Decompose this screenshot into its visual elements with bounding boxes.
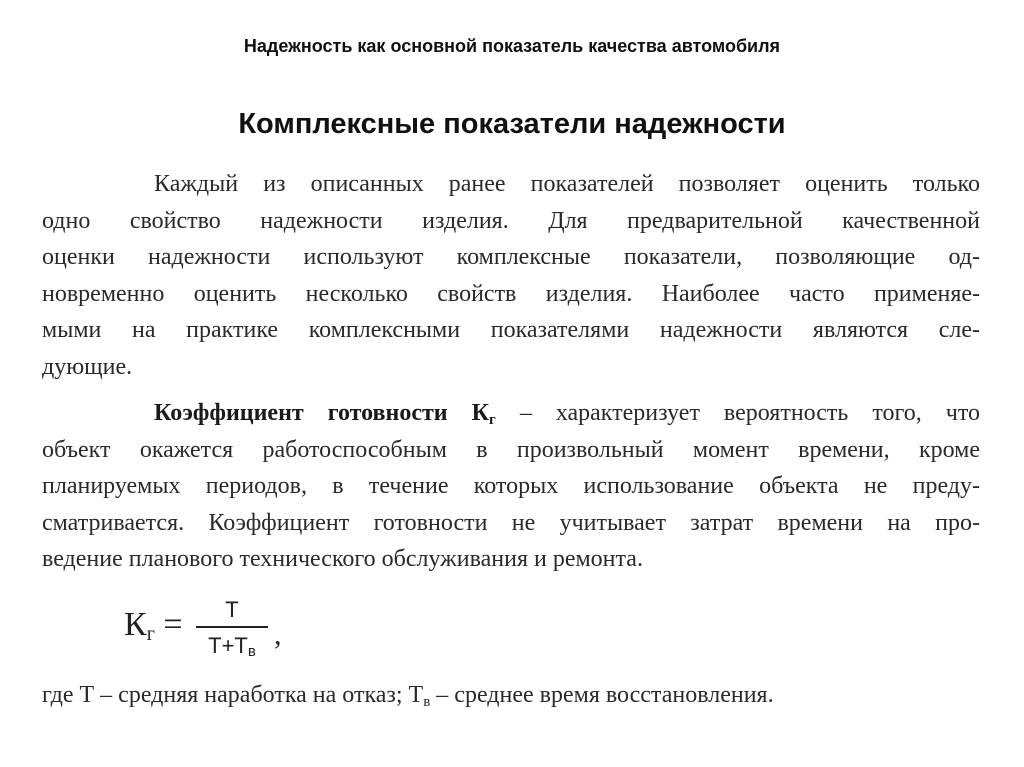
paragraph-line: ведение планового технического обслуживания и ремонта. [42, 546, 643, 572]
term-availability-coefficient: Коэффициент готовности $К_г$ [154, 400, 496, 428]
formula-lhs: $К_г$ = [124, 606, 183, 645]
paragraph-availability [42, 395, 980, 578]
formula-denominator: $Т+Т_в$ [208, 633, 256, 660]
paragraph-line [42, 395, 980, 432]
slide-title: Надежность как основной показатель качества автомобиля [243, 36, 781, 56]
formula-legend: где Т – средняя наработка на отказ; $Т_в$ – среднее время восстановления. [42, 682, 774, 710]
paragraph-line: новременно оценить несколько свойств изделия. Наиболее часто применяе- [42, 280, 980, 307]
section-title: Комплексные показатели надежности [238, 108, 786, 140]
term-definition: – характеризует вероятность того, что [495, 400, 980, 426]
paragraph-intro [42, 166, 980, 385]
formula-numerator: Т [225, 597, 239, 622]
paragraph-line: объект окажется работоспособным в произвольный момент времени, кроме [42, 436, 980, 463]
paragraph-line: оценки надежности используют комплексные показатели, позволяющие од- [42, 244, 980, 270]
paragraph-line: сматривается. Коэффициент готовности не учитывает затрат времени на про- [42, 509, 980, 536]
paragraph-line: Каждый из описанных ранее показателей позволяет оценить только [154, 171, 980, 197]
paragraph-line: планируемых периодов, в течение которых использование объекта не преду- [42, 473, 980, 499]
paragraph-line: мыми на практике комплексными показателями надежности являются сле- [42, 317, 980, 343]
fraction-bar [196, 626, 268, 628]
formula-comma: , [274, 618, 282, 651]
formula-fraction [196, 596, 268, 660]
paragraph-line: одно свойство надежности изделия. Для предварительной качественной [42, 207, 980, 234]
paragraph-line: дующие. [42, 353, 133, 380]
